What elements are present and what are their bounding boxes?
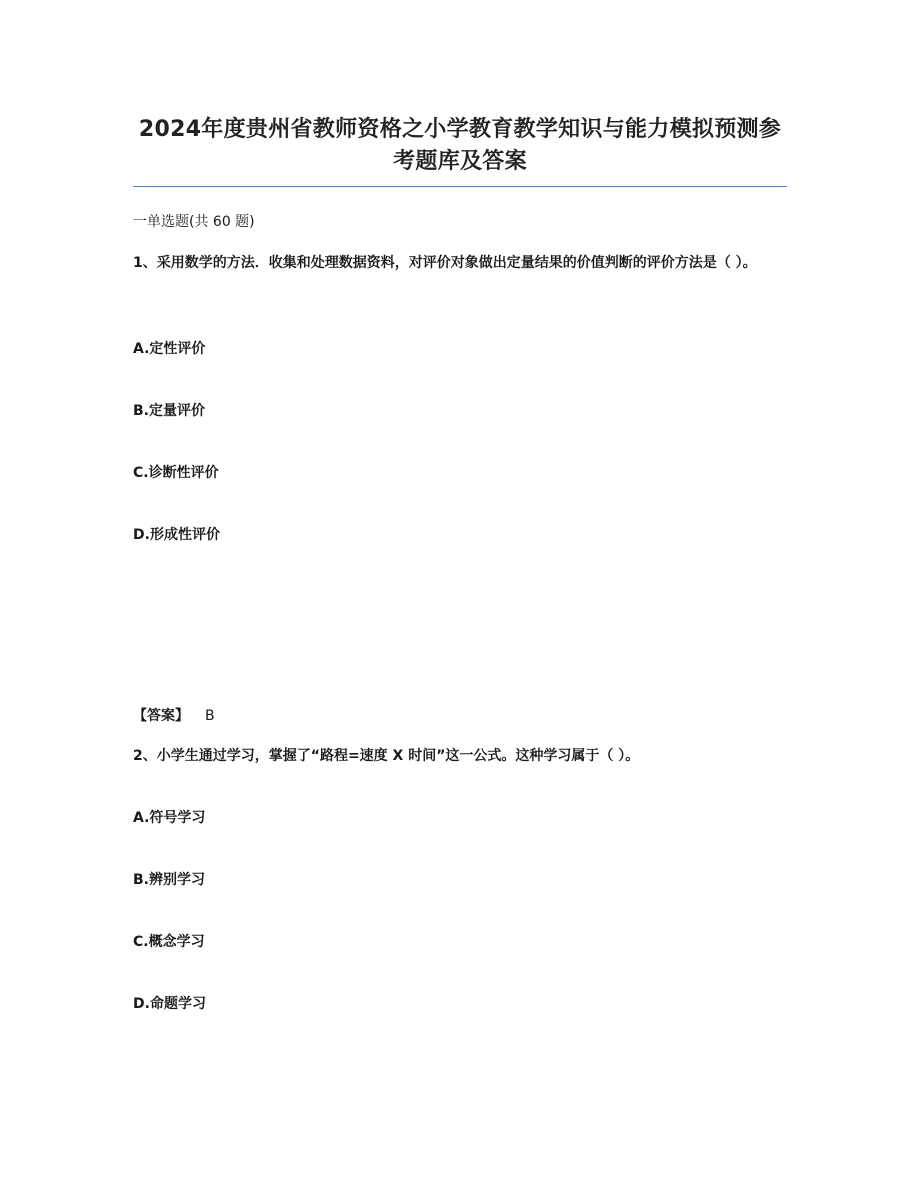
answer-label: 【答案】 <box>133 708 189 724</box>
answer-value: B <box>205 708 215 724</box>
question-2-option-b: B.辨别学习 <box>133 872 205 888</box>
question-2-option-a: A.符号学习 <box>133 810 206 826</box>
title-divider <box>133 186 787 187</box>
question-2-option-c: C.概念学习 <box>133 934 205 950</box>
question-1-option-b: B.定量评价 <box>133 403 205 419</box>
question-1-answer <box>133 706 215 726</box>
section-header: 一单选题(共 60 题) <box>133 214 255 230</box>
question-1-option-a: A.定性评价 <box>133 341 206 357</box>
question-2-text: 2、小学生通过学习，掌握了“路程=速度 X 时间”这一公式。这种学习属于（ ）。 <box>133 748 640 764</box>
page-title: 2024年度贵州省教师资格之小学教育教学知识与能力模拟预测参考题库及答案 <box>138 117 782 174</box>
question-1-text: 1、采用数学的方法．收集和处理数据资料，对评价对象做出定量结果的价值判断的评价方法是（ ）。 <box>133 255 757 271</box>
question-1-option-d: D.形成性评价 <box>133 527 220 543</box>
question-2-option-d: D.命题学习 <box>133 996 206 1012</box>
question-1-option-c: C.诊断性评价 <box>133 465 219 481</box>
